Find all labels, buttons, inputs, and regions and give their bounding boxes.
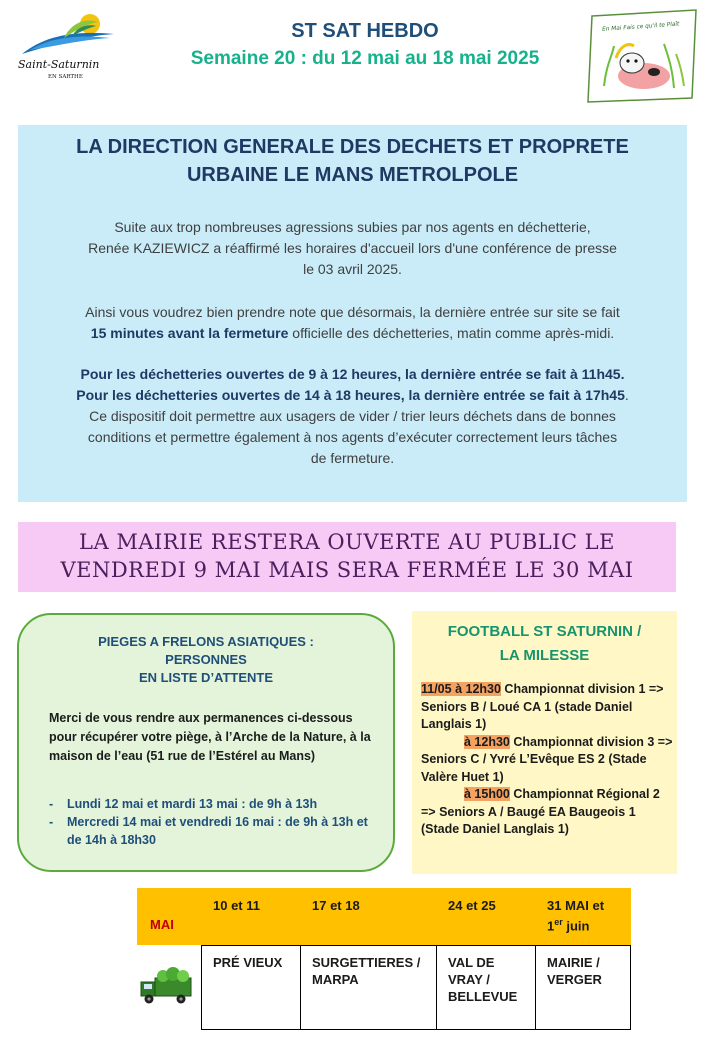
newsletter-title: ST SAT HEBDO [291,20,439,42]
hornet-traps-text: Merci de vous rendre aux permanences ci-dessous pour récupérer votre piège, à l’Arche de la Nature, à la maison de l’eau (51 rue de l’Estérel au Mans) [49,711,371,763]
table-cell: VAL DE VRAY / BELLEVUE [448,955,518,1004]
table-cell: PRÉ VIEUX [213,955,283,970]
date-header: 24 et 25 [448,898,496,913]
list-item: - Mercredi 14 mai et vendredi 16 mai : de 9h à 13h et de 14h à 18h30 [49,815,368,847]
may-cow-illustration [584,6,704,106]
green-waste-truck-icon [137,966,199,1008]
badge-text: En Mai Fais ce qu'il te Plaît [601,21,680,33]
saint-saturnin-logo [14,8,126,80]
list-item: - Lundi 12 mai et mardi 13 mai : de 9h à 13h [49,797,318,811]
waste-notice-paragraph-2: Ainsi vous voudrez bien prendre note que désormais, la dernière entrée sur site se fait 15 minutes avant la fermeture officielle des déchetteries, matin comme après-midi. [85,304,620,341]
table-cell: MAIRIE / VERGER [547,955,602,987]
match-3: à 15h00 Championnat Régional 2 => Seniors A / Baugé EA Baugeois 1 (Stade Daniel Langlais 1) [421,787,660,836]
town-hall-banner [18,522,676,592]
logo-subtext: EN SARTHE [48,74,83,80]
table-cell: SURGETTIERES / MARPA [312,955,421,987]
waste-notice-paragraph-1: Suite aux trop nombreuses agressions subies par nos agents en déchetterie, Renée KAZIEWICZ a réaffirmé les horaires d'accueil lors d'une conférence de presse le 03 avril 2025. [88,219,617,277]
football-title: FOOTBALL ST SATURNIN / LA MILESSE [447,623,642,664]
waste-management-notice [18,125,687,502]
town-hall-notice: LA MAIRIE RESTERA OUVERTE AU PUBLIC LE VENDREDI 9 MAI MAIS SERA FERMÉE LE 30 MAI [60,530,634,582]
week-heading: Semaine 20 : du 12 mai au 18 mai 2025 [190,48,540,69]
match-2: à 12h30 Championnat division 3 => Seniors C / Yvré L’Evêque ES 2 (Stade Valère Huet 1) [421,734,673,784]
football-notice [412,611,677,874]
date-header: 17 et 18 [312,898,360,913]
month-label: MAI [150,917,174,932]
football-matches [421,681,673,839]
logo-text: Saint-Saturnin [18,58,100,71]
date-header: 31 MAI et 1er juin [547,898,605,934]
date-header: 10 et 11 [213,898,260,913]
hornet-traps-notice [17,613,395,872]
waste-notice-hours: Pour les déchetteries ouvertes de 9 à 12 heures, la dernière entrée se fait à 11h45. Pour les déchetteries ouvertes de 14 à 18 heures, la dernière entrée se fait à 17h45. Ce dispositif doit permettre aux usagers de vider / trier leurs déchets dans de bonnes conditions et permettre également à nos agents d’exécuter correctement leurs tâches de fermeture. [76,366,629,466]
waste-notice-title: LA DIRECTION GENERALE DES DECHETS ET PROPRETE URBAINE LE MANS METROLPOLE [76,136,629,186]
hornet-traps-schedule [49,795,379,849]
hornet-traps-title: PIEGES A FRELONS ASIATIQUES : PERSONNES EN LISTE D’ATTENTE [98,634,314,685]
match-1: 11/05 à 12h30 Championnat division 1 => Seniors B / Loué CA 1 (stade Daniel Langlais 1) [421,682,664,731]
collection-schedule-table [137,888,631,1030]
